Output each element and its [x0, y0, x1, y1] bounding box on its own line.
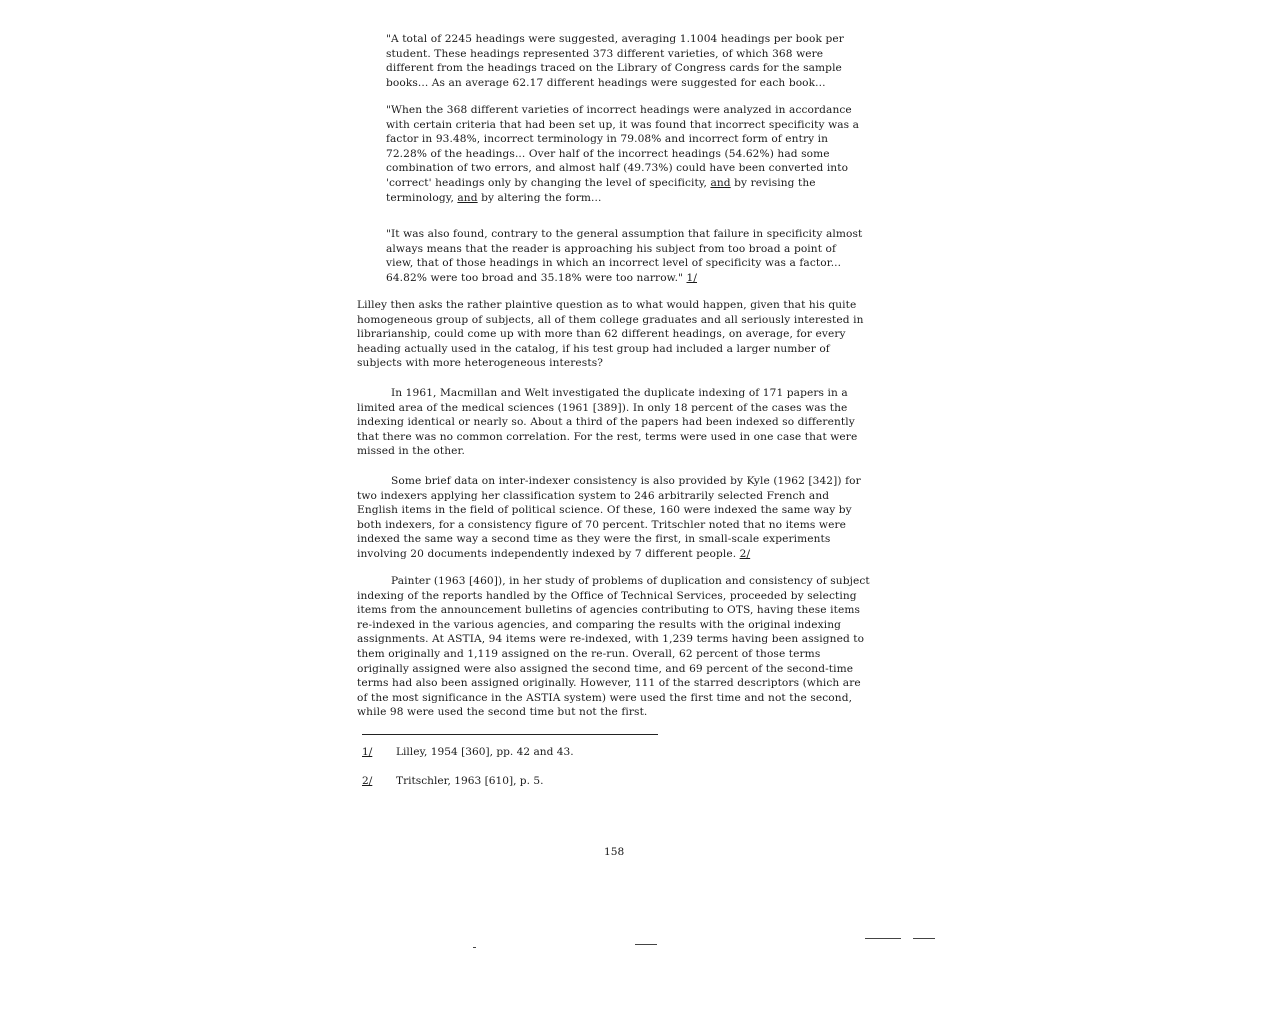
scan-mark	[635, 944, 657, 945]
body-paragraph-painter: Painter (1963 [460]), in her study of problems of duplication and consistency of subject indexing of the reports handled by the Office of Technical Services, proceeded by selecting items from the announcement bulletins of agencies contributing to OTS, having these items re-indexed in the various agencies, and comparing the results with the original indexing assignments. At ASTIA, 94 items were re-indexed, with 1,239 terms having been assigned to them originally and 1,119 assigned on the re-run. Overall, 62 percent of those terms originally assigned were also assigned the second time, and 69 percent of the second-time terms had also been assigned originally. However, 111 of the starred descriptors (which are of the most significance in the ASTIA system) were used the first time and not the second, while 98 were used the second time but not the first.	[357, 575, 870, 719]
page-number: 158	[604, 846, 625, 858]
quote-paragraph-3	[386, 227, 864, 285]
quote-paragraph-1: "A total of 2245 headings were suggested, averaging 1.1004 headings per book per student. These headings represented 373 different varieties, of which 368 were different from the headings traced on the Library of Congress cards for the sample books... As an average 62.17 different headings were suggested for each book...	[386, 33, 844, 89]
body-paragraph-macmillan: In 1961, Macmillan and Welt investigated the duplicate indexing of 171 papers in a limited area of the medical sciences (1961 [389]). In only 18 percent of the cases was the indexing identical or nearly so. About a third of the papers had been indexed so differently that there was no common correlation. For the rest, terms were used in one case that were missed in the other.	[357, 387, 858, 458]
quote-2-and-1: and	[710, 176, 731, 189]
kyle-text: Some brief data on inter-indexer consistency is also provided by Kyle (1962 [342]) for two indexers applying her classification system to 246 arbitrarily selected French and English items in the field of political science. Of these, 160 were indexed the same way by both indexers, for a consistency figure of 70 percent. Tritschler noted that no items were indexed the same way a second time as they were the first, in small-scale experiments involving 20 documents independently indexed by 7 different people.	[357, 475, 861, 560]
quote-2-text-c: by altering the form...	[477, 191, 602, 204]
body-paragraph-kyle	[357, 474, 871, 562]
quote-paragraph-2	[386, 103, 864, 205]
footnote-1-mark: 1/	[362, 746, 373, 758]
quote-3-text: "It was also found, contrary to the general assumption that failure in specificity almost always means that the reader is approaching his subject from too broad a point of view, that of those headings in which an incorrect level of specificity was a factor... 64.82% were too broad and 35.18% were too narrow."	[386, 228, 863, 284]
quote-2-and-2: and	[457, 191, 478, 204]
quote-2-text-b: by revising the terminology,	[386, 176, 816, 204]
scan-mark	[473, 947, 476, 948]
footnote-1-text: Lilley, 1954 [360], pp. 42 and 43.	[396, 746, 574, 758]
footnote-separator	[362, 734, 658, 735]
body-paragraph-lilley: Lilley then asks the rather plaintive question as to what would happen, given that his quite homogeneous group of subjects, all of them college graduates and all seriously interested in librarianship, could come up with more than 62 different headings, on average, for every heading actually used in the catalog, if his test group had included a larger number of subjects with more heterogeneous interests?	[357, 299, 864, 370]
scan-mark	[913, 938, 935, 939]
footnote-1	[362, 745, 574, 759]
quote-2-text-a: "When the 368 different varieties of incorrect headings were analyzed in accordance with certain criteria that had been set up, it was found that incorrect specificity was a factor in 93.48%, incorrect terminology in 79.08% and incorrect form of entry in 72.28% of the headings... Over half of the incorrect headings (54.62%) had some combination of two errors, and almost half (49.73%) could have been converted into 'correct' headings only by changing the level of specificity,	[386, 104, 860, 189]
footnote-ref-1: 1/	[686, 271, 698, 284]
footnote-2	[362, 774, 543, 788]
footnote-ref-2: 2/	[739, 547, 751, 560]
scan-mark	[865, 938, 901, 939]
footnote-2-mark: 2/	[362, 775, 373, 787]
footnote-2-text: Tritschler, 1963 [610], p. 5.	[396, 775, 544, 787]
